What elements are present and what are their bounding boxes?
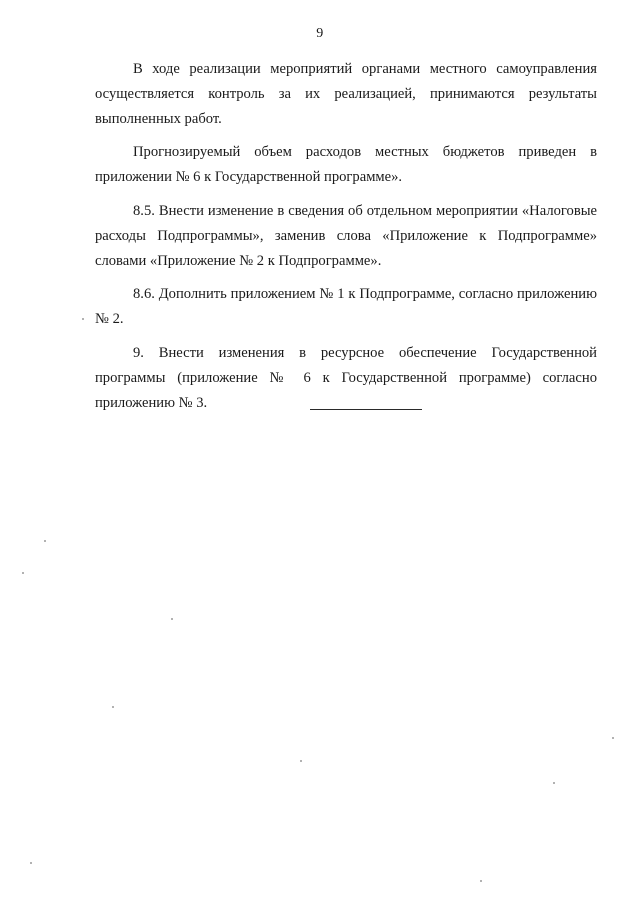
paragraph-implementation-control: В ходе реализации мероприятий органами местного самоуправления осуществляется контроль за их реализацией, принимаются результаты выполненных работ. <box>95 61 597 127</box>
document-body <box>95 57 597 424</box>
paragraph-item-8-6: 8.6. Дополнить приложением № 1 к Подпрограмме, согласно приложению № 2. <box>95 286 597 328</box>
closing-divider-line <box>310 409 422 410</box>
scan-speck <box>553 782 555 784</box>
scan-speck <box>44 540 46 542</box>
page-number: 9 <box>316 26 324 41</box>
scan-speck <box>300 760 302 762</box>
scan-speck <box>22 572 24 574</box>
scan-speck <box>171 618 173 620</box>
scan-speck <box>82 318 84 320</box>
paragraph-item-9: 9. Внести изменения в ресурсное обеспечение Государственной программы (приложение № 6 к Государственной программе) согласно приложению № 3. <box>95 344 597 411</box>
scan-speck <box>112 706 114 708</box>
scan-speck <box>30 862 32 864</box>
paragraph-forecast-expenses: Прогнозируемый объем расходов местных бюджетов приведен в приложении № 6 к Государственной программе». <box>95 144 597 186</box>
scan-speck <box>612 737 614 739</box>
paragraph-item-8-5: 8.5. Внести изменение в сведения об отдельном мероприятии «Налоговые расходы Подпрограммы», заменив слова «Приложение к Подпрограмме» словами «Приложение № 2 к Подпрограмме». <box>95 202 597 269</box>
scan-speck <box>480 880 482 882</box>
